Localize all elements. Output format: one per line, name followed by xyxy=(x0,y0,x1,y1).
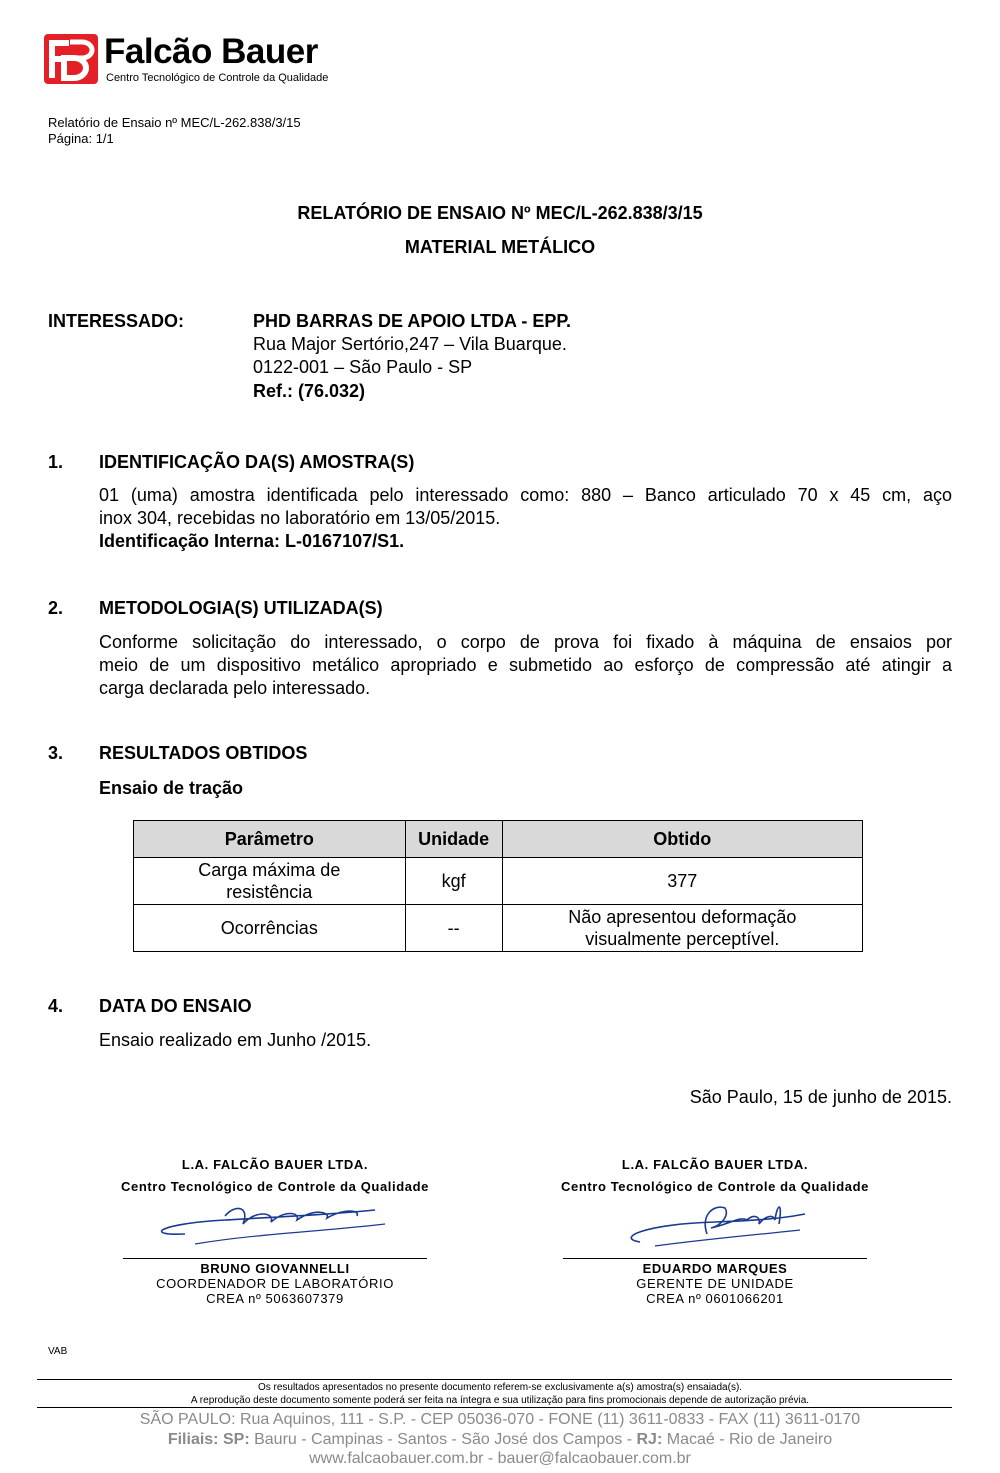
table-header-row xyxy=(134,821,863,858)
footer-sp-cities: Bauru - Campinas - Santos - São José dos Campos - xyxy=(254,1431,633,1448)
table-cell-param xyxy=(134,858,406,905)
client-ref: Ref.: (76.032) xyxy=(253,381,366,401)
section-3-number: 3. xyxy=(48,743,64,763)
table-cell-value: 377 xyxy=(502,858,862,905)
footer-filiais-label: Filiais: xyxy=(167,1431,219,1448)
section-2-body xyxy=(99,631,952,700)
initials: VAB xyxy=(48,1346,68,1357)
brand-name: Falcão Bauer xyxy=(104,32,318,71)
signature-block-2 xyxy=(515,1157,915,1306)
table-row xyxy=(134,905,863,952)
table-cell-param: Ocorrências xyxy=(134,905,406,952)
section-1-line-1: 01 (uma) amostra identificada pelo interessado como: 880 – Banco articulado 70 x 45 cm, aço xyxy=(99,485,952,505)
client-address-2: 0122-001 – São Paulo - SP xyxy=(253,357,473,377)
section-3-title: RESULTADOS OBTIDOS xyxy=(99,743,308,763)
footer-branches xyxy=(0,1431,1000,1449)
value-line-1: Não apresentou deformação xyxy=(568,907,797,927)
client-label: INTERESSADO: xyxy=(48,311,185,331)
footer-sp-label: SP: xyxy=(222,1431,250,1448)
sig-1-name: BRUNO GIOVANNELLI xyxy=(200,1261,350,1276)
sig-1-crea: CREA nº 5063607379 xyxy=(206,1291,344,1306)
footer-rj-label: RJ: xyxy=(636,1431,663,1448)
client-address-1: Rua Major Sertório,247 – Vila Buarque. xyxy=(253,334,567,354)
brand-tagline: Centro Tecnológico de Controle da Qualidade xyxy=(106,72,329,84)
report-number-line: Relatório de Ensaio nº MEC/L-262.838/3/15 xyxy=(48,115,301,130)
sig-2-role: GERENTE DE UNIDADE xyxy=(636,1276,794,1291)
table-cell-unit: kgf xyxy=(405,858,502,905)
section-2-title: METODOLOGIA(S) UTILIZADA(S) xyxy=(99,598,383,618)
sig-2-rule xyxy=(563,1258,867,1259)
report-title: RELATÓRIO DE ENSAIO Nº MEC/L-262.838/3/15 xyxy=(297,203,703,223)
param-line-1: Carga máxima de xyxy=(198,860,341,880)
section-2-line-3: carga declarada pelo interessado. xyxy=(99,678,371,698)
results-table xyxy=(133,820,863,952)
footer-contact: www.falcaobauer.com.br - bauer@falcaobauer.com.br xyxy=(309,1450,691,1467)
internal-id: Identificação Interna: L-0167107/S1. xyxy=(99,531,405,551)
sig-2-name: EDUARDO MARQUES xyxy=(642,1261,788,1276)
report-subtitle: MATERIAL METÁLICO xyxy=(404,237,596,257)
sig-1-company: L.A. FALCÃO BAUER LTDA. xyxy=(181,1157,369,1172)
footer-rule-bottom xyxy=(37,1407,952,1408)
sig-2-handwriting xyxy=(515,1194,915,1258)
signature-block-1 xyxy=(75,1157,475,1306)
footer-disclaimer-1: Os resultados apresentados no presente documento referem-se exclusivamente a(s) amostra(s) ensaiada(s). xyxy=(257,1382,743,1393)
table-cell-unit: -- xyxy=(405,905,502,952)
client-name: PHD BARRAS DE APOIO LTDA - EPP. xyxy=(253,311,572,331)
sig-1-handwriting xyxy=(75,1194,475,1258)
sig-1-center: Centro Tecnológico de Controle da Qualidade xyxy=(121,1179,429,1194)
section-1-body xyxy=(99,484,952,553)
param-line-2: resistência xyxy=(226,882,313,902)
footer-address: SÃO PAULO: Rua Aquinos, 111 - S.P. - CEP 05036-070 - FONE (11) 3611-0833 - FAX (11) 3611-0170 xyxy=(139,1411,861,1428)
sig-2-crea: CREA nº 0601066201 xyxy=(646,1291,784,1306)
header-unidade: Unidade xyxy=(405,821,502,858)
section-2-line-2: meio de um dispositivo metálico apropriado e submetido ao esforço de compressão até atingir a xyxy=(99,655,952,675)
page-number-line: Página: 1/1 xyxy=(48,131,114,146)
section-4-title: DATA DO ENSAIO xyxy=(99,996,252,1016)
footer-disclaimer-2: A reprodução deste documento somente poderá ser feita na íntegra e sua utilização para fins promocionais depende de autorização prévia. xyxy=(190,1395,810,1406)
sig-1-role: COORDENADOR DE LABORATÓRIO xyxy=(156,1276,394,1291)
table-cell-value xyxy=(502,905,862,952)
sig-2-center: Centro Tecnológico de Controle da Qualidade xyxy=(561,1179,869,1194)
section-2-line-1: Conforme solicitação do interessado, o corpo de prova foi fixado à máquina de ensaios por xyxy=(99,632,952,652)
header-obtido: Obtido xyxy=(502,821,862,858)
section-4-number: 4. xyxy=(48,996,64,1016)
footer-rj-cities: Macaé - Rio de Janeiro xyxy=(666,1431,833,1448)
footer-rule-top xyxy=(37,1379,952,1380)
section-3-subtitle: Ensaio de tração xyxy=(99,778,244,798)
section-1-title: IDENTIFICAÇÃO DA(S) AMOSTRA(S) xyxy=(99,452,415,472)
section-1-number: 1. xyxy=(48,452,64,472)
sig-1-rule xyxy=(123,1258,427,1259)
section-1-line-2: inox 304, recebidas no laboratório em 13/05/2015. xyxy=(99,508,501,528)
header-parametro: Parâmetro xyxy=(134,821,406,858)
section-2-number: 2. xyxy=(48,598,64,618)
table-row xyxy=(134,858,863,905)
section-4-body: Ensaio realizado em Junho /2015. xyxy=(99,1030,372,1050)
fb-logo-icon xyxy=(44,34,98,84)
sig-2-company: L.A. FALCÃO BAUER LTDA. xyxy=(621,1157,809,1172)
value-line-2: visualmente perceptível. xyxy=(585,929,780,949)
place-date: São Paulo, 15 de junho de 2015. xyxy=(689,1087,952,1107)
